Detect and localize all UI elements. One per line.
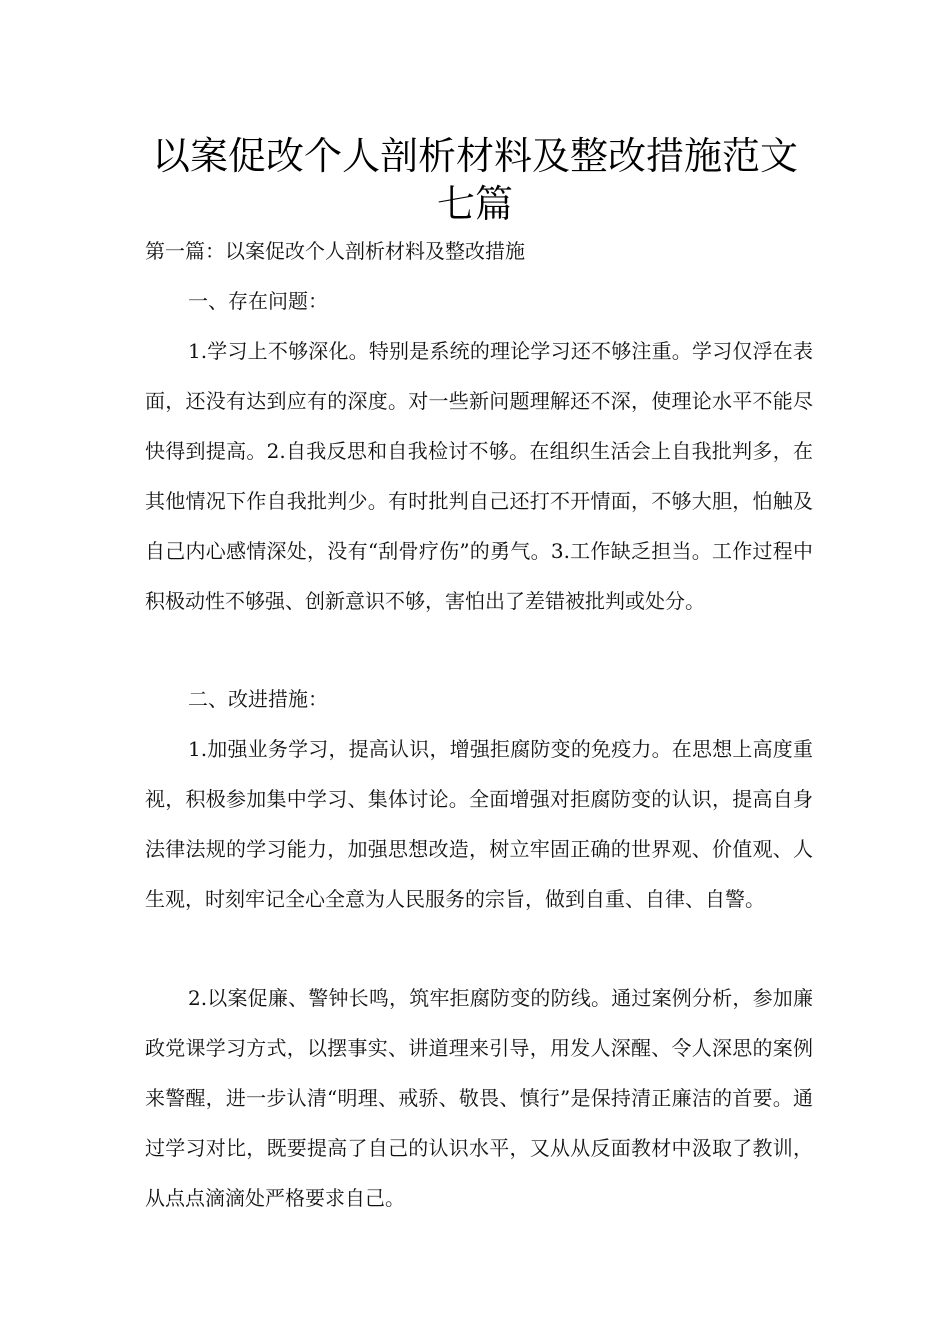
measures-paragraph-1: 1.加强业务学习，提高认识，增强拒腐防变的免疫力。在思想上高度重视，积极参加集中学习、集体讨论。全面增强对拒腐防变的认识，提高自身法律法规的学习能力，加强思想改造，树立牢固正确的世界观、价值观、人生观，时刻牢记全心全意为人民服务的宗旨，做到自重、自律、自警。 <box>145 737 813 911</box>
problems-paragraph: 1.学习上不够深化。特别是系统的理论学习还不够注重。学习仅浮在表面，还没有达到应有的深度。对一些新问题理解还不深，使理论水平不能尽快得到提高。2.自我反思和自我检讨不够。在组织生活会上自我批判多，在其他情况下作自我批判少。有时批判自己还打不开情面，不够大胆，怕触及自己内心感情深处，没有“刮骨疗伤”的勇气。3.工作缺乏担当。工作过程中积极动性不够强、创新意识不够，害怕出了差错被批判或处分。 <box>145 339 813 613</box>
chapter-subtitle: 第一篇：以案促改个人剖析材料及整改措施 <box>145 239 525 263</box>
section-heading-measures: 二、改进措施： <box>188 687 328 711</box>
section-heading-problems: 一、存在问题： <box>188 289 328 313</box>
measures-paragraph-2: 2.以案促廉、警钟长鸣，筑牢拒腐防变的防线。通过案例分析，参加廉政党课学习方式，以摆事实、讲道理来引导，用发人深醒、令人深思的案例来警醒，进一步认清“明理、戒骄、敬畏、慎行”是保持清正廉洁的首要。通过学习对比，既要提高了自己的认识水平，又从从反面教材中汲取了教训，从点点滴滴处严格要求自己。 <box>145 986 813 1210</box>
document-title-line-2: 七篇 <box>436 182 513 226</box>
document-title-line-1: 以案促改个人剖析材料及整改措施范文 <box>151 134 798 178</box>
